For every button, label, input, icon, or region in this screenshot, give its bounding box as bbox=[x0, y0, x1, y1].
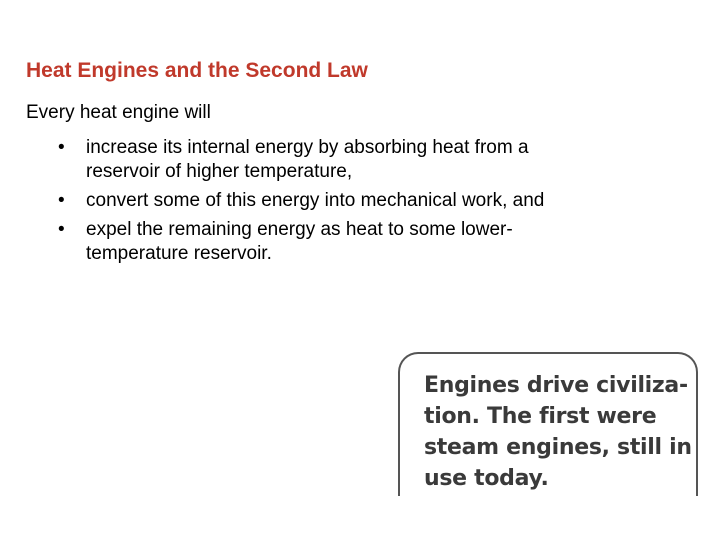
caption-line: Engines drive civiliza- bbox=[424, 373, 688, 398]
caption-line: steam engines, still in bbox=[424, 435, 692, 460]
slide-title: Heat Engines and the Second Law bbox=[26, 59, 368, 82]
caption-line: use today. bbox=[424, 466, 549, 491]
caption-line: tion. The first were bbox=[424, 404, 657, 429]
bullet-item bbox=[56, 136, 696, 184]
bullet-item bbox=[56, 189, 696, 213]
bullet-dot-icon: • bbox=[58, 219, 65, 240]
bullet-line: reservoir of higher temperature, bbox=[86, 161, 353, 182]
bullet-dot-icon: • bbox=[58, 137, 65, 158]
bullet-list bbox=[56, 136, 696, 271]
bullet-line: increase its internal energy by absorbing heat from a bbox=[86, 137, 529, 158]
caption-text bbox=[424, 370, 692, 494]
caption-box bbox=[398, 352, 698, 496]
bullet-item bbox=[56, 218, 696, 266]
bullet-line: convert some of this energy into mechanical work, and bbox=[86, 190, 545, 211]
bullet-line: expel the remaining energy as heat to some lower- bbox=[86, 219, 513, 240]
bullet-line: temperature reservoir. bbox=[86, 243, 272, 264]
intro-text: Every heat engine will bbox=[26, 102, 211, 123]
bullet-dot-icon: • bbox=[58, 190, 65, 211]
